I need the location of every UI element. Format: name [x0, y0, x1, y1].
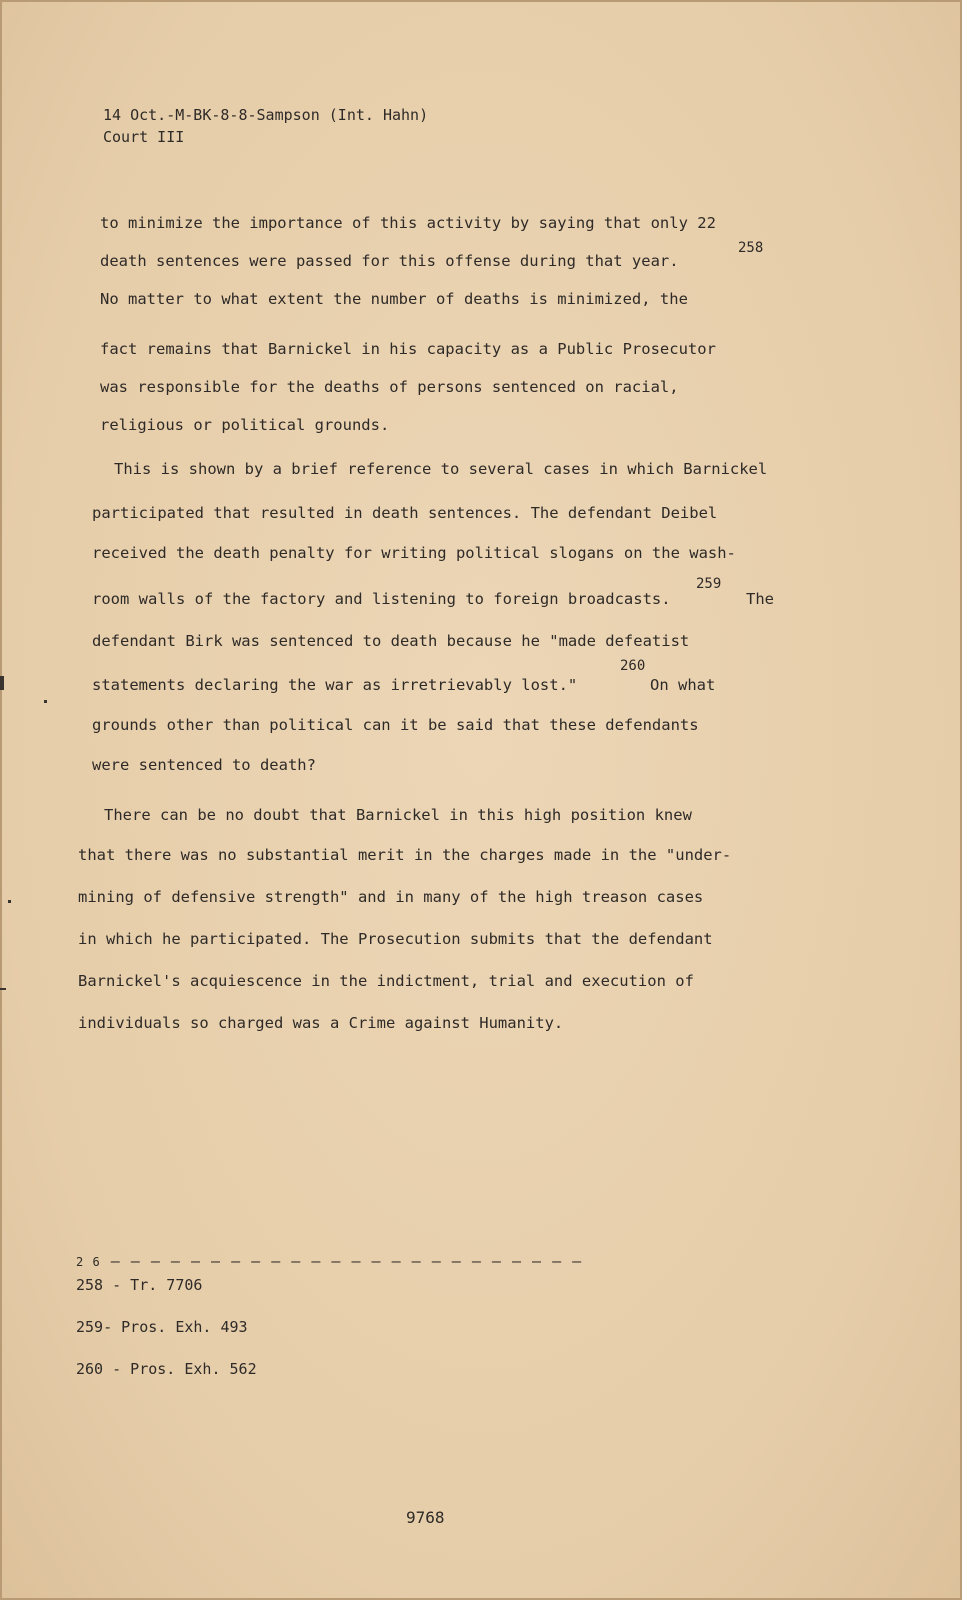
header-court-line: Court III — [103, 128, 185, 146]
footnote-rule: – – – – – – – – – – – – – – – – – – – – – – – – — [110, 1252, 583, 1270]
text-line: were sentenced to death? — [92, 756, 316, 774]
text-line: was responsible for the deaths of persons sentenced on racial, — [100, 378, 679, 396]
text-line: room walls of the factory and listening to foreign broadcasts. — [92, 590, 671, 608]
text-line: in which he participated. The Prosecution submits that the defendant — [78, 930, 713, 948]
footnote-260: 260 - Pros. Exh. 562 — [76, 1360, 257, 1378]
text-line: Barnickel's acquiescence in the indictment, trial and execution of — [78, 972, 694, 990]
margin-mark — [8, 900, 11, 903]
text-line: participated that resulted in death sentences. The defendant Deibel — [92, 504, 718, 522]
text-line: This is shown by a brief reference to several cases in which Barnickel — [114, 460, 768, 478]
footnote-ref-259: 259 — [696, 576, 722, 592]
text-line: received the death penalty for writing political slogans on the wash- — [92, 544, 736, 562]
footnote-ref-260: 260 — [620, 658, 646, 674]
text-line: defendant Birk was sentenced to death because he "made defeatist — [92, 632, 690, 650]
footnote-ref-258: 258 — [738, 240, 764, 256]
footnote-separator-mark: 2 6 — [76, 1255, 101, 1269]
margin-mark — [0, 676, 4, 690]
margin-mark — [44, 700, 47, 703]
text-line: to minimize the importance of this activity by saying that only 22 — [100, 214, 716, 232]
text-line: On what — [650, 676, 716, 694]
text-line: mining of defensive strength" and in many of the high treason cases — [78, 888, 704, 906]
text-line: that there was no substantial merit in the charges made in the "under- — [78, 846, 732, 864]
text-line: statements declaring the war as irretrievably lost." — [92, 676, 578, 694]
document-header — [103, 104, 428, 148]
text-line: individuals so charged was a Crime against Humanity. — [78, 1014, 564, 1032]
footnote-258: 258 - Tr. 7706 — [76, 1276, 203, 1294]
text-line: grounds other than political can it be said that these defendants — [92, 716, 699, 734]
text-line: There can be no doubt that Barnickel in this high position knew — [104, 806, 692, 824]
footnote-259: 259- Pros. Exh. 493 — [76, 1318, 248, 1336]
text-line: The — [746, 590, 774, 608]
text-line: No matter to what extent the number of deaths is minimized, the — [100, 290, 688, 308]
footnote-separator — [76, 1252, 582, 1270]
margin-mark — [0, 988, 6, 990]
text-line: fact remains that Barnickel in his capacity as a Public Prosecutor — [100, 340, 716, 358]
text-line: death sentences were passed for this offense during that year. — [100, 252, 679, 270]
page-number: 9768 — [406, 1508, 445, 1527]
text-line: religious or political grounds. — [100, 416, 390, 434]
header-case-line: 14 Oct.-M-BK-8-8-Sampson (Int. Hahn) — [103, 106, 429, 124]
